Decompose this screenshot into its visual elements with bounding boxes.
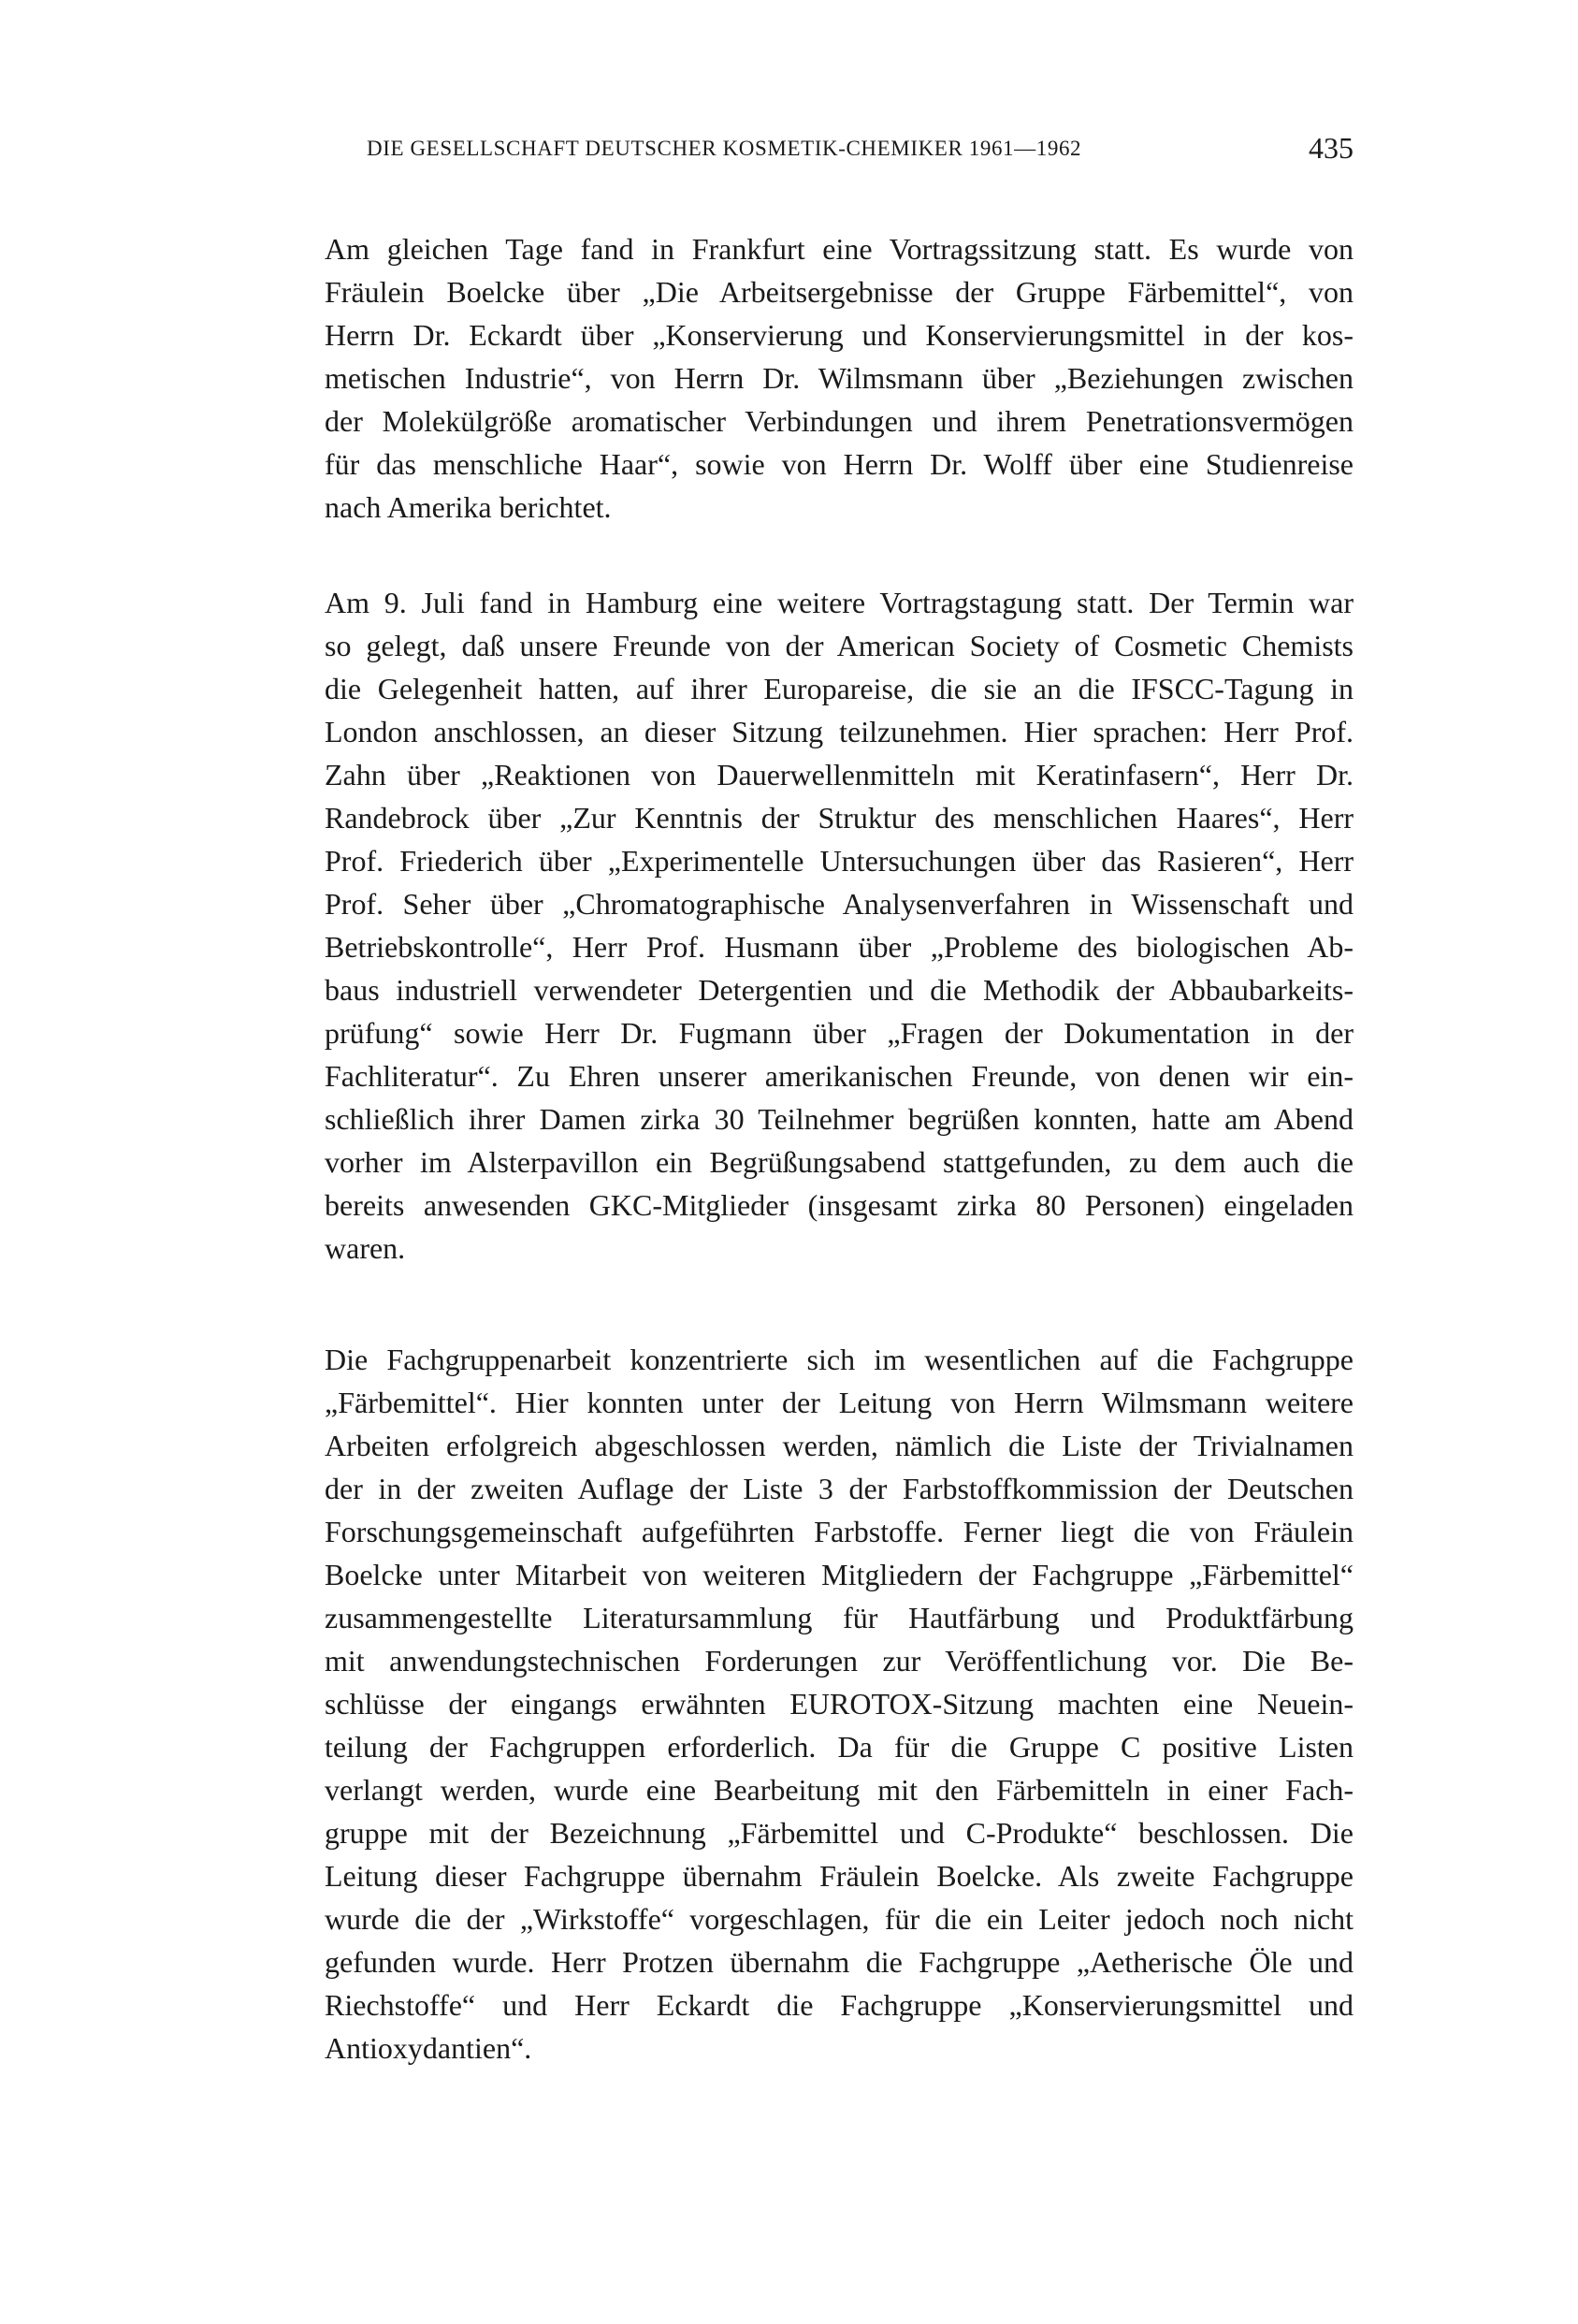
- text-line: Forschungsgemeinschaft aufgeführten Farbstoffe. Ferner liegt die von Fräulein: [325, 1515, 1354, 1548]
- text-line: so gelegt, daß unsere Freunde von der American Society of Cosmetic Chemists: [325, 629, 1354, 662]
- text-line: London anschlossen, an dieser Sitzung teilzunehmen. Hier sprachen: Herr Prof.: [325, 715, 1354, 748]
- text-line: schlüsse der eingangs erwähnten EUROTOX-Sitzung machten eine Neuein-: [325, 1687, 1354, 1721]
- text-line: für das menschliche Haar“, sowie von Herrn Dr. Wolff über eine Studienreise: [325, 447, 1354, 481]
- text-line: Am 9. Juli fand in Hamburg eine weitere Vortragstagung statt. Der Termin war: [325, 586, 1354, 619]
- text-line: prüfung“ sowie Herr Dr. Fugmann über „Fragen der Dokumentation in der: [325, 1016, 1354, 1050]
- text-line: Fräulein Boelcke über „Die Arbeitsergebnisse der Gruppe Färbemittel“, von: [325, 275, 1354, 309]
- text-line: der Molekülgröße aromatischer Verbindungen und ihrem Penetrationsvermögen: [325, 404, 1354, 438]
- text-line: Am gleichen Tage fand in Frankfurt eine Vortragssitzung statt. Es wurde von: [325, 232, 1354, 266]
- text-line: metischen Industrie“, von Herrn Dr. Wilmsmann über „Beziehungen zwischen: [325, 361, 1354, 395]
- text-line: wurde die der „Wirkstoffe“ vorgeschlagen, für die ein Leiter jedoch noch nicht: [325, 1902, 1354, 1936]
- text-line: gruppe mit der Bezeichnung „Färbemittel und C-Produkte“ beschlossen. Die: [325, 1816, 1354, 1850]
- text-line: Fachliteratur“. Zu Ehren unserer amerikanischen Freunde, von denen wir ein-: [325, 1059, 1354, 1093]
- text-line: Zahn über „Reaktionen von Dauerwellenmitteln mit Keratinfasern“, Herr Dr.: [325, 758, 1354, 792]
- text-line: Prof. Seher über „Chromatographische Analysenverfahren in Wissenschaft und: [325, 887, 1354, 921]
- text-line: „Färbemittel“. Hier konnten unter der Leitung von Herrn Wilmsmann weitere: [325, 1386, 1354, 1419]
- text-line: verlangt werden, wurde eine Bearbeitung mit den Färbemitteln in einer Fach-: [325, 1773, 1354, 1807]
- text-line: bereits anwesenden GKC-Mitglieder (insgesamt zirka 80 Personen) eingeladen: [325, 1188, 1354, 1222]
- text-line: Betriebskontrolle“, Herr Prof. Husmann über „Probleme des biologischen Ab-: [325, 930, 1354, 964]
- text-line: Die Fachgruppenarbeit konzentrierte sich im wesentlichen auf die Fachgruppe: [325, 1343, 1354, 1376]
- text-line: die Gelegenheit hatten, auf ihrer Europareise, die sie an die IFSCC-Tagung in: [325, 672, 1354, 705]
- text-line: Antioxydantien“.: [325, 2031, 532, 2065]
- text-line: Leitung dieser Fachgruppe übernahm Fräulein Boelcke. Als zweite Fachgruppe: [325, 1859, 1354, 1893]
- text-line: der in der zweiten Auflage der Liste 3 der Farbstoffkommission der Deutschen: [325, 1472, 1354, 1505]
- page-number: 435: [1309, 131, 1354, 165]
- paragraph-frankfurt-session: [325, 227, 1354, 529]
- text-line: waren.: [325, 1231, 406, 1265]
- text-line: nach Amerika berichtet.: [325, 490, 612, 524]
- running-title: DIE GESELLSCHAFT DEUTSCHER KOSMETIK-CHEMIKER 1961—1962: [367, 137, 1082, 160]
- text-line: Herrn Dr. Eckardt über „Konservierung und Konservierungsmittel in der kos-: [325, 318, 1354, 352]
- text-line: zusammengestellte Literatursammlung für Hautfärbung und Produktfärbung: [325, 1601, 1354, 1634]
- text-line: mit anwendungstechnischen Forderungen zur Veröffentlichung vor. Die Be-: [325, 1644, 1354, 1678]
- paragraph-working-groups: [325, 1338, 1354, 2070]
- text-line: Randebrock über „Zur Kenntnis der Struktur des menschlichen Haares“, Herr: [325, 801, 1354, 835]
- text-line: gefunden wurde. Herr Protzen übernahm die Fachgruppe „Aetherische Öle und: [325, 1945, 1354, 1979]
- paragraph-hamburg-meeting: [325, 581, 1354, 1270]
- text-line: schließlich ihrer Damen zirka 30 Teilnehmer begrüßen konnten, hatte am Abend: [325, 1102, 1354, 1136]
- text-line: Boelcke unter Mitarbeit von weiteren Mitgliedern der Fachgruppe „Färbemittel“: [325, 1558, 1354, 1591]
- running-header: [325, 131, 1354, 168]
- text-line: baus industriell verwendeter Detergentien und die Methodik der Abbaubarkeits-: [325, 973, 1354, 1007]
- text-line: vorher im Alsterpavillon ein Begrüßungsabend stattgefunden, zu dem auch die: [325, 1145, 1354, 1179]
- text-line: Prof. Friederich über „Experimentelle Untersuchungen über das Rasieren“, Herr: [325, 844, 1354, 878]
- text-line: teilung der Fachgruppen erforderlich. Da für die Gruppe C positive Listen: [325, 1730, 1354, 1764]
- text-line: Riechstoffe“ und Herr Eckardt die Fachgruppe „Konservierungsmittel und: [325, 1988, 1354, 2022]
- text-line: Arbeiten erfolgreich abgeschlossen werden, nämlich die Liste der Trivialnamen: [325, 1429, 1354, 1462]
